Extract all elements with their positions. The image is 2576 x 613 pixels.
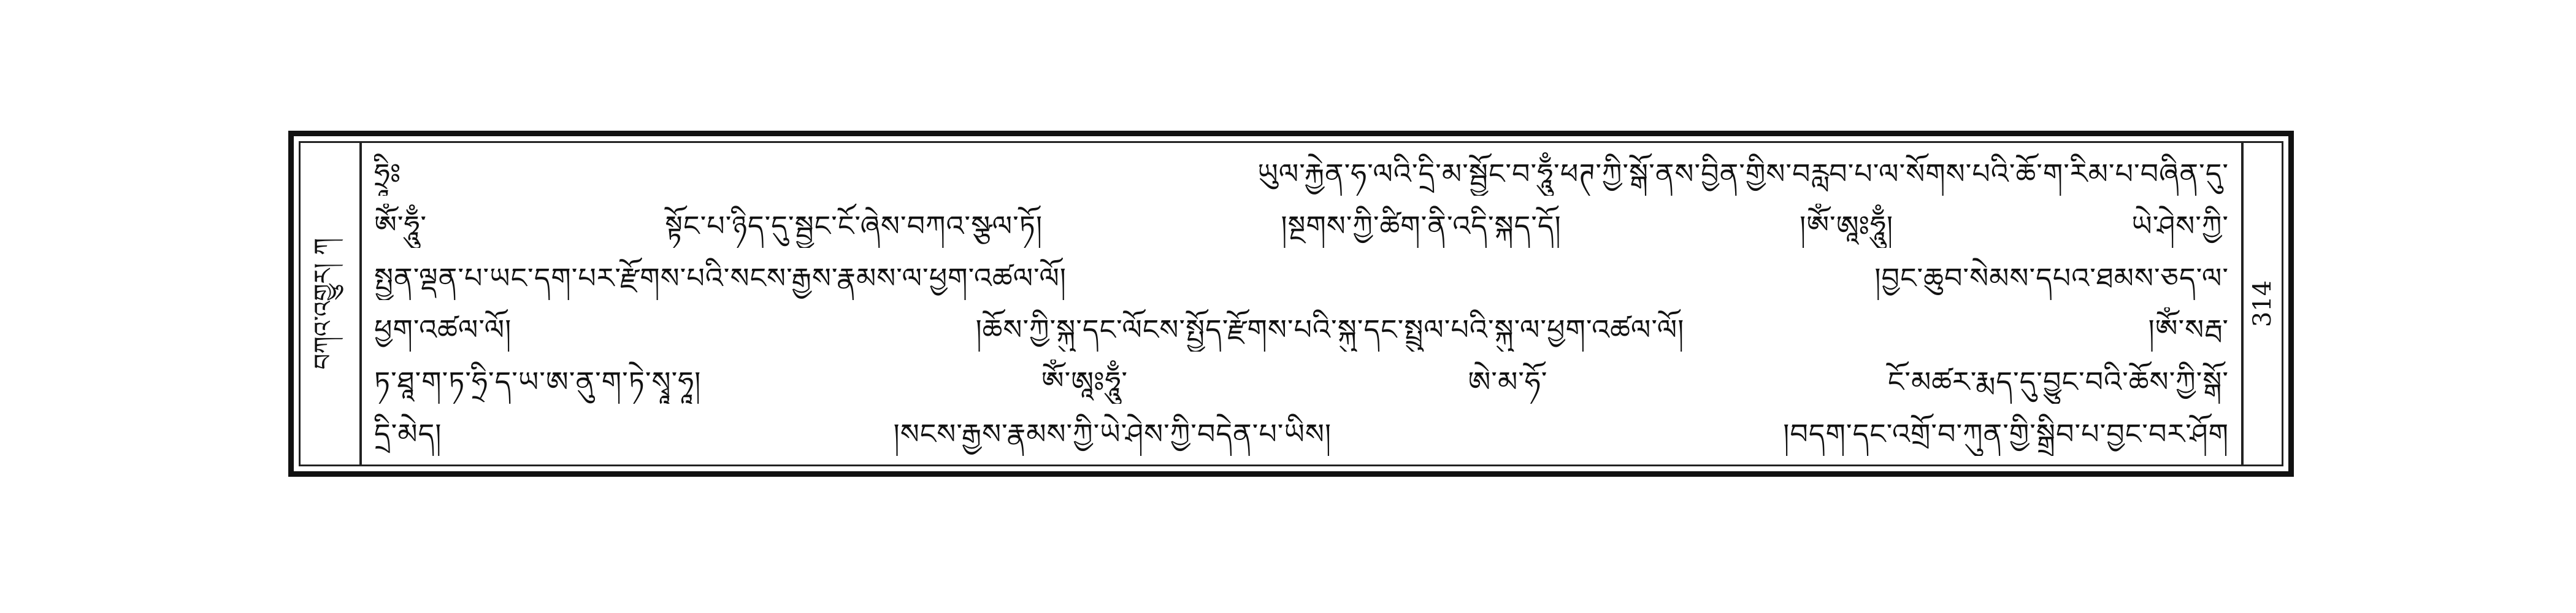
left-margin-column bbox=[301, 143, 362, 465]
margin-label: བཀའ་འགྱུར། ཀ bbox=[309, 237, 338, 370]
page-frame bbox=[288, 131, 2294, 477]
text-line: སྤྱན་ལྡན་པ་ཡང་དག་པར་རྫོགས་པའི་སངས་རྒྱས་རྣམས་ལ་ཕྱག་འཚལ་ལོ། །བྱང་ཆུབ་སེམས་དཔའ་ཐམས་ཅད་ལ་ bbox=[374, 261, 2229, 295]
text-line: ཏ་ཐཱ་ག་ཏ་ཧྲི་ད་ཡ་ཨ་ནུ་ག་ཏེ་སྭཱ་ཧཱ། ཨོཾ་ཨཱཿཧཱུྃ་ ཨེ་མ་ཧོ་ ངོ་མཚར་རྨད་དུ་བྱུང་བའི་ཆོས་ཀྱི་སྒོ་ bbox=[374, 365, 2229, 399]
right-margin-column bbox=[2241, 143, 2282, 465]
page-inner-border bbox=[299, 141, 2283, 466]
text-line: ཕྱག་འཚལ་ལོ། །ཆོས་ཀྱི་སྐུ་དང་ལོངས་སྤྱོད་རྫོགས་པའི་སྐུ་དང་སྤྲུལ་པའི་སྐུ་ལ་ཕྱག་འཚལ་ལོ། །ཨོཾ་སརྦ་ bbox=[374, 313, 2229, 347]
text-line: དྲི་མེད། །སངས་རྒྱས་རྣམས་ཀྱི་ཡེ་ཤེས་ཀྱི་བདེན་པ་ཡིས། །བདག་དང་འགྲོ་བ་ཀུན་གྱི་སྒྲིབ་པ་བྱང་བར་ཤོག bbox=[374, 417, 2229, 450]
text-line: ཧྲཱིཿ ཡུལ་རྐྱེན་ཧ་ལའི་དྲི་མ་སྦྱོང་བ་ཧཱུྃ་ཕཊ་ཀྱི་སྒོ་ནས་བྱིན་གྱིས་བརླབ་པ་ལ་སོགས་པའི་ཆོ་ག་རིམ་པ་བཞིན་དུ་ bbox=[374, 157, 2229, 190]
text-line: ཨོཾ་ཧཱུྃ་ སྟོང་པ་ཉིད་དུ་སྦྱང་ངོ་ཞེས་བཀའ་སྩལ་ཏོ། །སྔགས་ཀྱི་ཚིག་ནི་འདི་སྐད་དོ། །ཨོཾ་ཨཱཿཧཱུྃ། ཡེ་ཤེས་ཀྱི་ bbox=[374, 209, 2229, 242]
text-block bbox=[364, 152, 2239, 456]
page-number: 314 bbox=[2248, 280, 2277, 328]
